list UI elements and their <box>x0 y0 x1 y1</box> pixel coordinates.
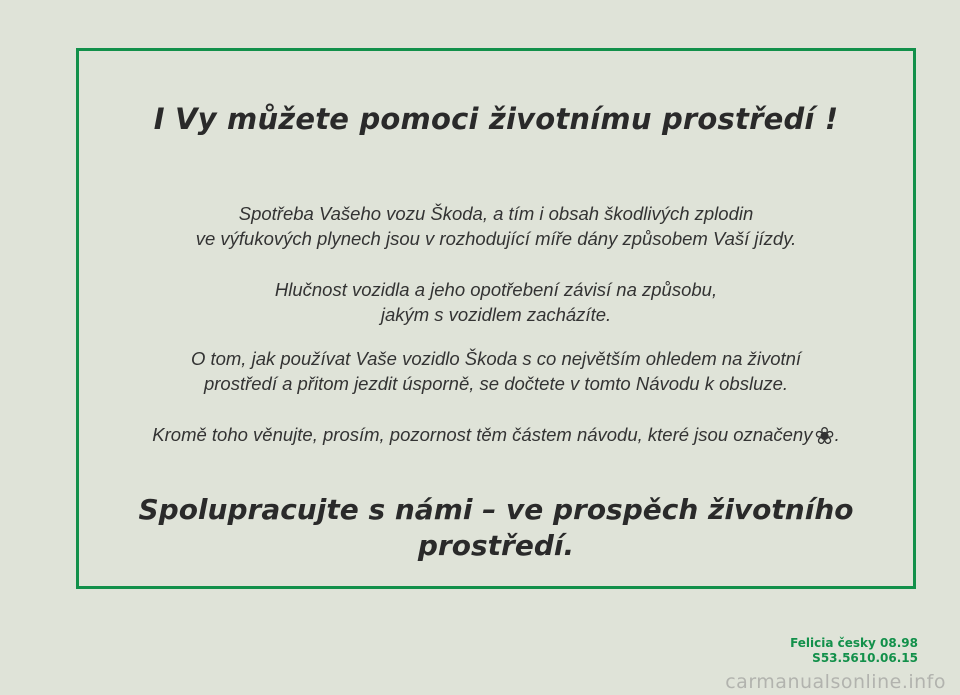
content-frame <box>76 48 916 589</box>
paragraph-end: . <box>834 424 840 445</box>
paragraph-line: prostředí a přitom jezdit úsporně, se dočtete v tomto Návodu k obsluze. <box>203 373 789 394</box>
paragraph-line: Hlučnost vozidla a jeho opotřebení závisí na způsobu, <box>274 279 718 300</box>
page-heading: I Vy můžete pomoci životnímu prostředí ! <box>153 102 839 136</box>
footer-reference <box>790 636 918 666</box>
paragraph-line <box>79 422 913 449</box>
closing-statement <box>79 492 913 564</box>
watermark: carmanualsonline.info <box>725 671 946 693</box>
paragraph-line: jakým s vozidlem zacházíte. <box>380 304 612 325</box>
paragraph-manual-reference <box>79 346 913 396</box>
paragraph-line: O tom, jak používat Vaše vozidlo Škoda s co největším ohledem na životní <box>190 348 802 369</box>
paragraph-line: ve výfukových plynech jsou v rozhodující míře dány způsobem Vaší jízdy. <box>195 228 797 249</box>
paragraph-noise <box>79 277 913 327</box>
paragraph-marked-sections <box>79 422 913 449</box>
paragraph-line: Spotřeba Vašeho vozu Škoda, a tím i obsah škodlivých zplodin <box>238 203 754 224</box>
footer-model-edition: Felicia česky 08.98 <box>790 636 918 650</box>
environment-flower-icon: ❀ <box>814 423 835 450</box>
footer-part-number: S53.5610.06.15 <box>812 651 918 665</box>
paragraph-text: Kromě toho věnujte, prosím, pozornost těm částem návodu, které jsou označeny <box>152 424 813 445</box>
closing-line: prostředí. <box>417 529 575 562</box>
paragraph-fuel-consumption <box>79 201 913 251</box>
closing-line: Spolupracujte s námi – ve prospěch životního <box>138 493 854 526</box>
